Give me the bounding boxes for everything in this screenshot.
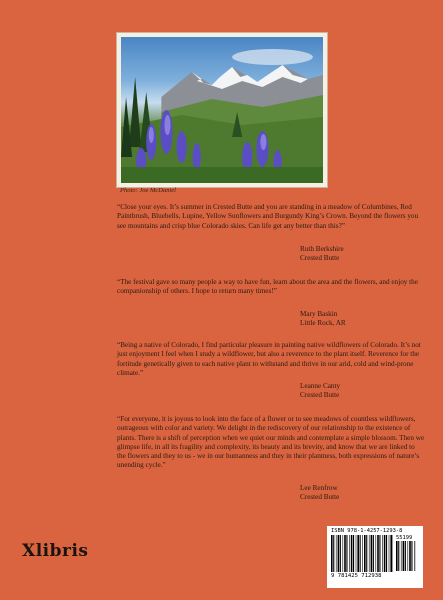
- quote-2-text: “The festival gave so many people a way to have fun, learn about the area and the flowers, and enjoy the companionship of others. I hope to return many times!”: [117, 278, 418, 296]
- price-addon-barcode: [396, 541, 416, 571]
- xlibris-logo: Xlibris: [22, 541, 89, 561]
- isbn-barcode: [327, 526, 423, 588]
- quote-4-place: Crested Butte: [300, 493, 340, 502]
- quote-1-name: Ruth Berkshire: [300, 245, 344, 253]
- quote-1-place: Crested Butte: [300, 254, 340, 263]
- mountain-meadow-photo: [121, 37, 323, 183]
- barcode-digits: 9 781425 712938: [331, 573, 382, 579]
- barcode-bars: [331, 535, 419, 572]
- quote-2-attribution: [300, 310, 346, 328]
- quote-3-name: Leanne Canty: [300, 382, 341, 390]
- quote-4-text: “For everyone, it is joyous to look into the face of a flower or to see meadows of countless wildflowers, outrageous with color and variety. We delight in the rediscovery of our relationship to the existence of plants. There is a shift of perception when we quiet our minds and contemplate a simple blossom. Then we glimpse life, in all its fragility and complexity, its beauty and its brevity, and know that we are linked to the flowers and they to us - we in our humanness and they in their plantness, both expressions of nature’s unending cycle.”: [117, 415, 425, 470]
- quote-1-text: “Close your eyes. It’s summer in Crested Butte and you are standing in a meadow of Columbines, Red Paintbrush, Bluebells, Lupine, Yellow Sunflowers and Burgundy King’s Crown. Beyond the flowers you see mountains and crisp blue Colorado skies. Can life get any better than this?”: [117, 203, 419, 230]
- quote-3-attribution: [300, 382, 340, 400]
- quote-3-place: Crested Butte: [300, 391, 340, 400]
- photo-illustration: [121, 37, 323, 183]
- photo-credit: Photo: Joe McDaniel: [120, 187, 176, 194]
- quote-2-name: Mary Baskin: [300, 310, 338, 318]
- quote-1-attribution: [300, 245, 344, 263]
- ean-barcode: [331, 535, 393, 572]
- isbn-label: ISBN 978-1-4257-1293-8: [331, 528, 403, 534]
- price-code: 55199: [396, 535, 413, 541]
- cover-photo-frame: [117, 33, 327, 187]
- quote-2-place: Little Rock, AR: [300, 319, 346, 328]
- quote-4-name: Lee Renfrow: [300, 484, 338, 492]
- quote-4-attribution: [300, 484, 339, 502]
- quote-3-text: “Being a native of Colorado, I find particular pleasure in painting native wildflowers of Colorado. It’s not just enjoyment I feel when I study a wildflower, but also a reverence to the plant itself. Reverence for the fortitude genetically given to each native plant to withstand and thrive in our arid, cold and wind-prone climate.”: [117, 341, 421, 377]
